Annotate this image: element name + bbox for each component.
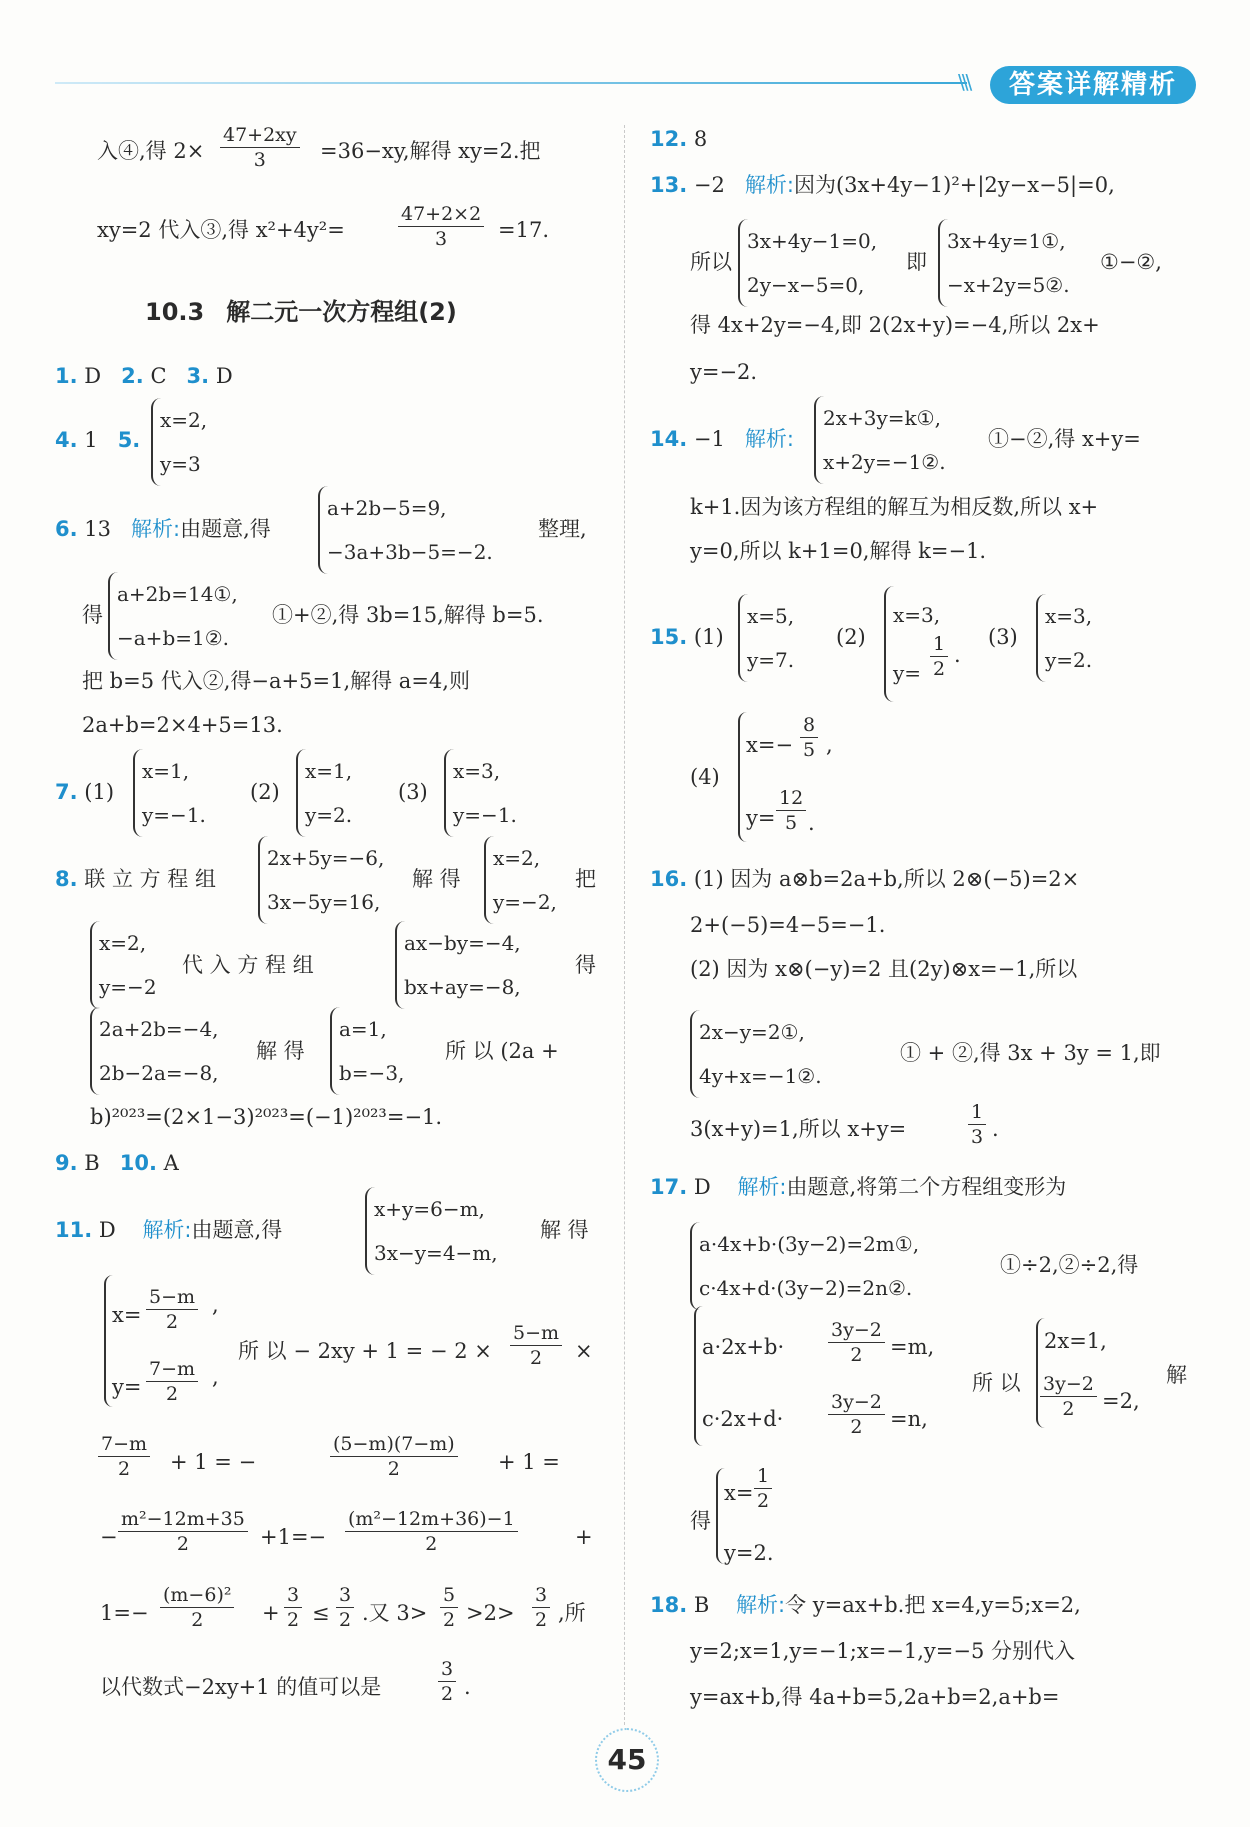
text-line: y= (746, 806, 776, 830)
fraction: $\frac{1}{3}$ (968, 1100, 986, 1149)
fraction: $\frac{3}{2}$ (284, 1583, 302, 1632)
equation-system: 3x+4y−1=0, 2y−x−5=0, (738, 219, 877, 307)
text-line: . (464, 1675, 471, 1699)
header-rule (55, 82, 967, 84)
equation-system: x=2, y=−2 (90, 921, 157, 1009)
answer-line: 18. B 解析:令 y=ax+b.把 x=4,y=5;x=2, (650, 1593, 1081, 1617)
text-line: ①+②,得 3b=15,解得 b=5. (272, 603, 544, 627)
text-line: , (826, 733, 833, 757)
answer-line: 8. 联 立 方 程 组 (55, 867, 216, 891)
text-line: .又 3> (362, 1601, 428, 1625)
text-line: y=2;x=1,y=−1;x=−1,y=−5 分别代入 (690, 1639, 1076, 1663)
answer-line: 13. −2 解析:因为(3x+4y−1)²+|2y−x−5|=0, (650, 173, 1115, 197)
equation-system: x=1, y=2. (296, 749, 352, 837)
text-line: a·2x+b· (702, 1335, 785, 1359)
text-line: y= (112, 1375, 142, 1399)
text-line: y=ax+b,得 4a+b=5,2a+b=2,a+b= (690, 1685, 1060, 1709)
fraction: $\frac{\text{(m²−12m+36)−1}}{2}$ (345, 1507, 518, 1556)
text-line: >2> (466, 1601, 515, 1625)
fraction: $\frac{5-m}{2}$ (146, 1285, 198, 1334)
text-line: 2x=1, (1044, 1329, 1107, 1353)
text-line: 解 得 (412, 867, 461, 891)
text-line: y=2. (724, 1541, 774, 1565)
fraction: $\frac{5}{2}$ (440, 1583, 458, 1632)
fraction: $\frac{7-m}{2}$ (146, 1357, 198, 1406)
text-line: − (100, 1525, 118, 1549)
answer-line: 17. D 解析:由题意,将第二个方程组变形为 (650, 1175, 1067, 1199)
text-line: ①−②, (1100, 250, 1162, 274)
text-line: ①−②,得 x+y= (988, 427, 1141, 451)
text-line: 得 (82, 603, 103, 627)
equation-system: x=3, y=−1. (444, 749, 517, 837)
text-line: 整理, (538, 517, 587, 541)
answer-line: 7. (1) (55, 780, 115, 804)
answer-line: 9. B 10. A (55, 1151, 179, 1175)
text-line: (2) 因为 x⊗(−y)=2 且(2y)⊗x=−1,所以 (690, 957, 1078, 981)
text-line: 以代数式−2xy+1 的值可以是 (100, 1675, 382, 1699)
equation-system: x=3, y=2. (1036, 594, 1092, 682)
section-heading: 10.3 解二元一次方程组(2) (145, 298, 457, 326)
text-line: ≤ (312, 1601, 330, 1625)
text-line: (3) (398, 780, 428, 804)
text-line: c·2x+d· (702, 1407, 784, 1431)
equation-system: a+2b=14①, −a+b=1②. (108, 572, 238, 660)
answer-line: 6. 13 解析:由题意,得 (55, 517, 271, 541)
text-line: , (212, 1365, 219, 1389)
fraction: $\frac{8}{5}$ (800, 713, 818, 762)
fraction: $\frac{3}{2}$ (532, 1583, 550, 1632)
text-line: (3) (988, 625, 1018, 649)
page-number: 45 (595, 1728, 659, 1792)
fraction: $\frac{\text{(m−6)²}}{2}$ (160, 1583, 234, 1632)
text-line: 所 以 (972, 1371, 1021, 1395)
equation-system: a+2b−5=9, −3a+3b−5=−2. (318, 486, 493, 574)
fraction: $\frac{3}{2}$ (336, 1583, 354, 1632)
text-line: 入④,得 2× (97, 139, 205, 163)
header-badge: 答案详解精析 (990, 66, 1196, 104)
text-line: 3(x+y)=1,所以 x+y= (690, 1117, 907, 1141)
text-line: 所 以 − 2xy + 1 = − 2 × (238, 1339, 492, 1363)
answer-line: 11. D 解析:由题意,得 (55, 1218, 283, 1242)
text-line: 解 得 (256, 1039, 305, 1063)
text-line: x= (724, 1481, 754, 1505)
text-line: =2, (1102, 1389, 1140, 1413)
equation-system: 2x+3y=k①, x+2y=−1②. (814, 396, 946, 484)
text-line: 即 (906, 250, 927, 274)
text-line: 解 (1166, 1363, 1187, 1387)
text-line: × (575, 1339, 593, 1363)
fraction: $\frac{12}{5}$ (776, 786, 806, 835)
equation-system: x+y=6−m, 3x−y=4−m, (365, 1187, 498, 1275)
text-line: (4) (690, 765, 720, 789)
text-line: xy=2 代入③,得 x²+4y²= (97, 218, 345, 242)
fraction: $\frac{47+2xy}{3}$ (220, 123, 300, 172)
header-ticks: \\\ (958, 70, 970, 94)
text-line: (2) (250, 780, 280, 804)
fraction: $\frac{5-m}{2}$ (510, 1321, 562, 1370)
text-line: . (808, 811, 815, 835)
text-line: 2+(−5)=4−5=−1. (690, 913, 886, 937)
text-line: b)²⁰²³=(2×1−3)²⁰²³=(−1)²⁰²³=−1. (90, 1105, 443, 1129)
text-line: +1=− (260, 1525, 327, 1549)
text-line: ① + ②,得 3x + 3y = 1,即 (900, 1041, 1161, 1065)
text-line: 所 以 (2a + (445, 1039, 559, 1063)
text-line: 所以 (690, 250, 732, 274)
fraction: $\frac{3}{2}$ (438, 1657, 456, 1706)
equation-system: 2a+2b=−4, 2b−2a=−8, (90, 1007, 219, 1095)
text-line: 把 b=5 代入②,得−a+5=1,解得 a=4,则 (82, 669, 470, 693)
equation-system: 3x+4y=1①, −x+2y=5②. (938, 219, 1070, 307)
fraction: $\frac{\text{m²−12m+35}}{2}$ (118, 1507, 248, 1556)
fraction: $\frac{7-m}{2}$ (98, 1432, 150, 1481)
text-line: + 1 = (498, 1450, 560, 1474)
text-line: 代 入 方 程 组 (182, 953, 314, 977)
answer-line: 14. −1 解析: (650, 427, 794, 451)
column-divider (624, 125, 625, 1725)
text-line: =n, (890, 1407, 928, 1431)
text-line: 1=− (100, 1601, 149, 1625)
text-line: ,所 (558, 1601, 586, 1625)
text-line: + (262, 1601, 280, 1625)
text-line: + 1 = − (170, 1450, 257, 1474)
answer-line: 15. (1) (650, 625, 724, 649)
fraction: $\frac{3y-2}{2}$ (1040, 1372, 1097, 1421)
equation-system: x=3, y= (884, 586, 940, 702)
text-line: 把 (575, 867, 596, 891)
answer-line: 12. 8 (650, 127, 708, 151)
equation-system: x=2, y=−2, (484, 836, 557, 924)
text-line: 得 (575, 953, 596, 977)
text-line: x= (112, 1303, 142, 1327)
equation-system: a=1, b=−3, (330, 1007, 404, 1095)
answer-line: 1. D 2. C 3. D (55, 364, 233, 388)
text-line: 解 得 (540, 1218, 589, 1242)
fraction: $\frac{1}{2}$ (930, 632, 948, 681)
text-line: =36−xy,解得 xy=2.把 (320, 139, 541, 163)
text-line: =m, (890, 1335, 935, 1359)
text-line: ①÷2,②÷2,得 (1000, 1253, 1139, 1277)
equation-system: ax−by=−4, bx+ay=−8, (395, 921, 521, 1009)
answer-line: 4. 1 5. (55, 428, 141, 452)
equation-system: 2x−y=2①, 4y+x=−1②. (690, 1010, 822, 1098)
equation-system: x=1, y=−1. (133, 749, 206, 837)
answer-line: 16. (1) 因为 a⊗b=2a+b,所以 2⊗(−5)=2× (650, 867, 1080, 891)
fraction: $\frac{47+2\times 2}{3}$ (398, 202, 484, 251)
equation-system: 2x+5y=−6, 3x−5y=16, (258, 836, 384, 924)
text-line: 2a+b=2×4+5=13. (82, 713, 283, 737)
text-line: (2) (836, 625, 866, 649)
text-line: x=− (746, 733, 794, 757)
fraction: $\frac{1}{2}$ (754, 1464, 772, 1513)
fraction: $\frac{3y-2}{2}$ (828, 1390, 885, 1439)
text-line: k+1.因为该方程组的解互为相反数,所以 x+ (690, 495, 1099, 519)
text-line: y=−2. (690, 360, 758, 384)
text-line: =17. (498, 218, 549, 242)
text-line: 得 4x+2y=−4,即 2(2x+y)=−4,所以 2x+ (690, 313, 1100, 337)
fraction: $\frac{(5-m)(7-m)}{2}$ (330, 1432, 458, 1481)
fraction: $\frac{3y-2}{2}$ (828, 1318, 885, 1367)
equation-system: x=2, y=3 (151, 398, 207, 486)
equation-system: a·4x+b·(3y−2)=2m①, c·4x+d·(3y−2)=2n②. (690, 1222, 919, 1310)
text-line: . (954, 643, 961, 667)
text-line: + (575, 1525, 593, 1549)
equation-system: x=5, y=7. (738, 594, 794, 682)
text-line: , (212, 1293, 219, 1317)
text-line: 得 (690, 1509, 711, 1533)
text-line: . (992, 1117, 999, 1141)
text-line: y=0,所以 k+1=0,解得 k=−1. (690, 539, 987, 563)
